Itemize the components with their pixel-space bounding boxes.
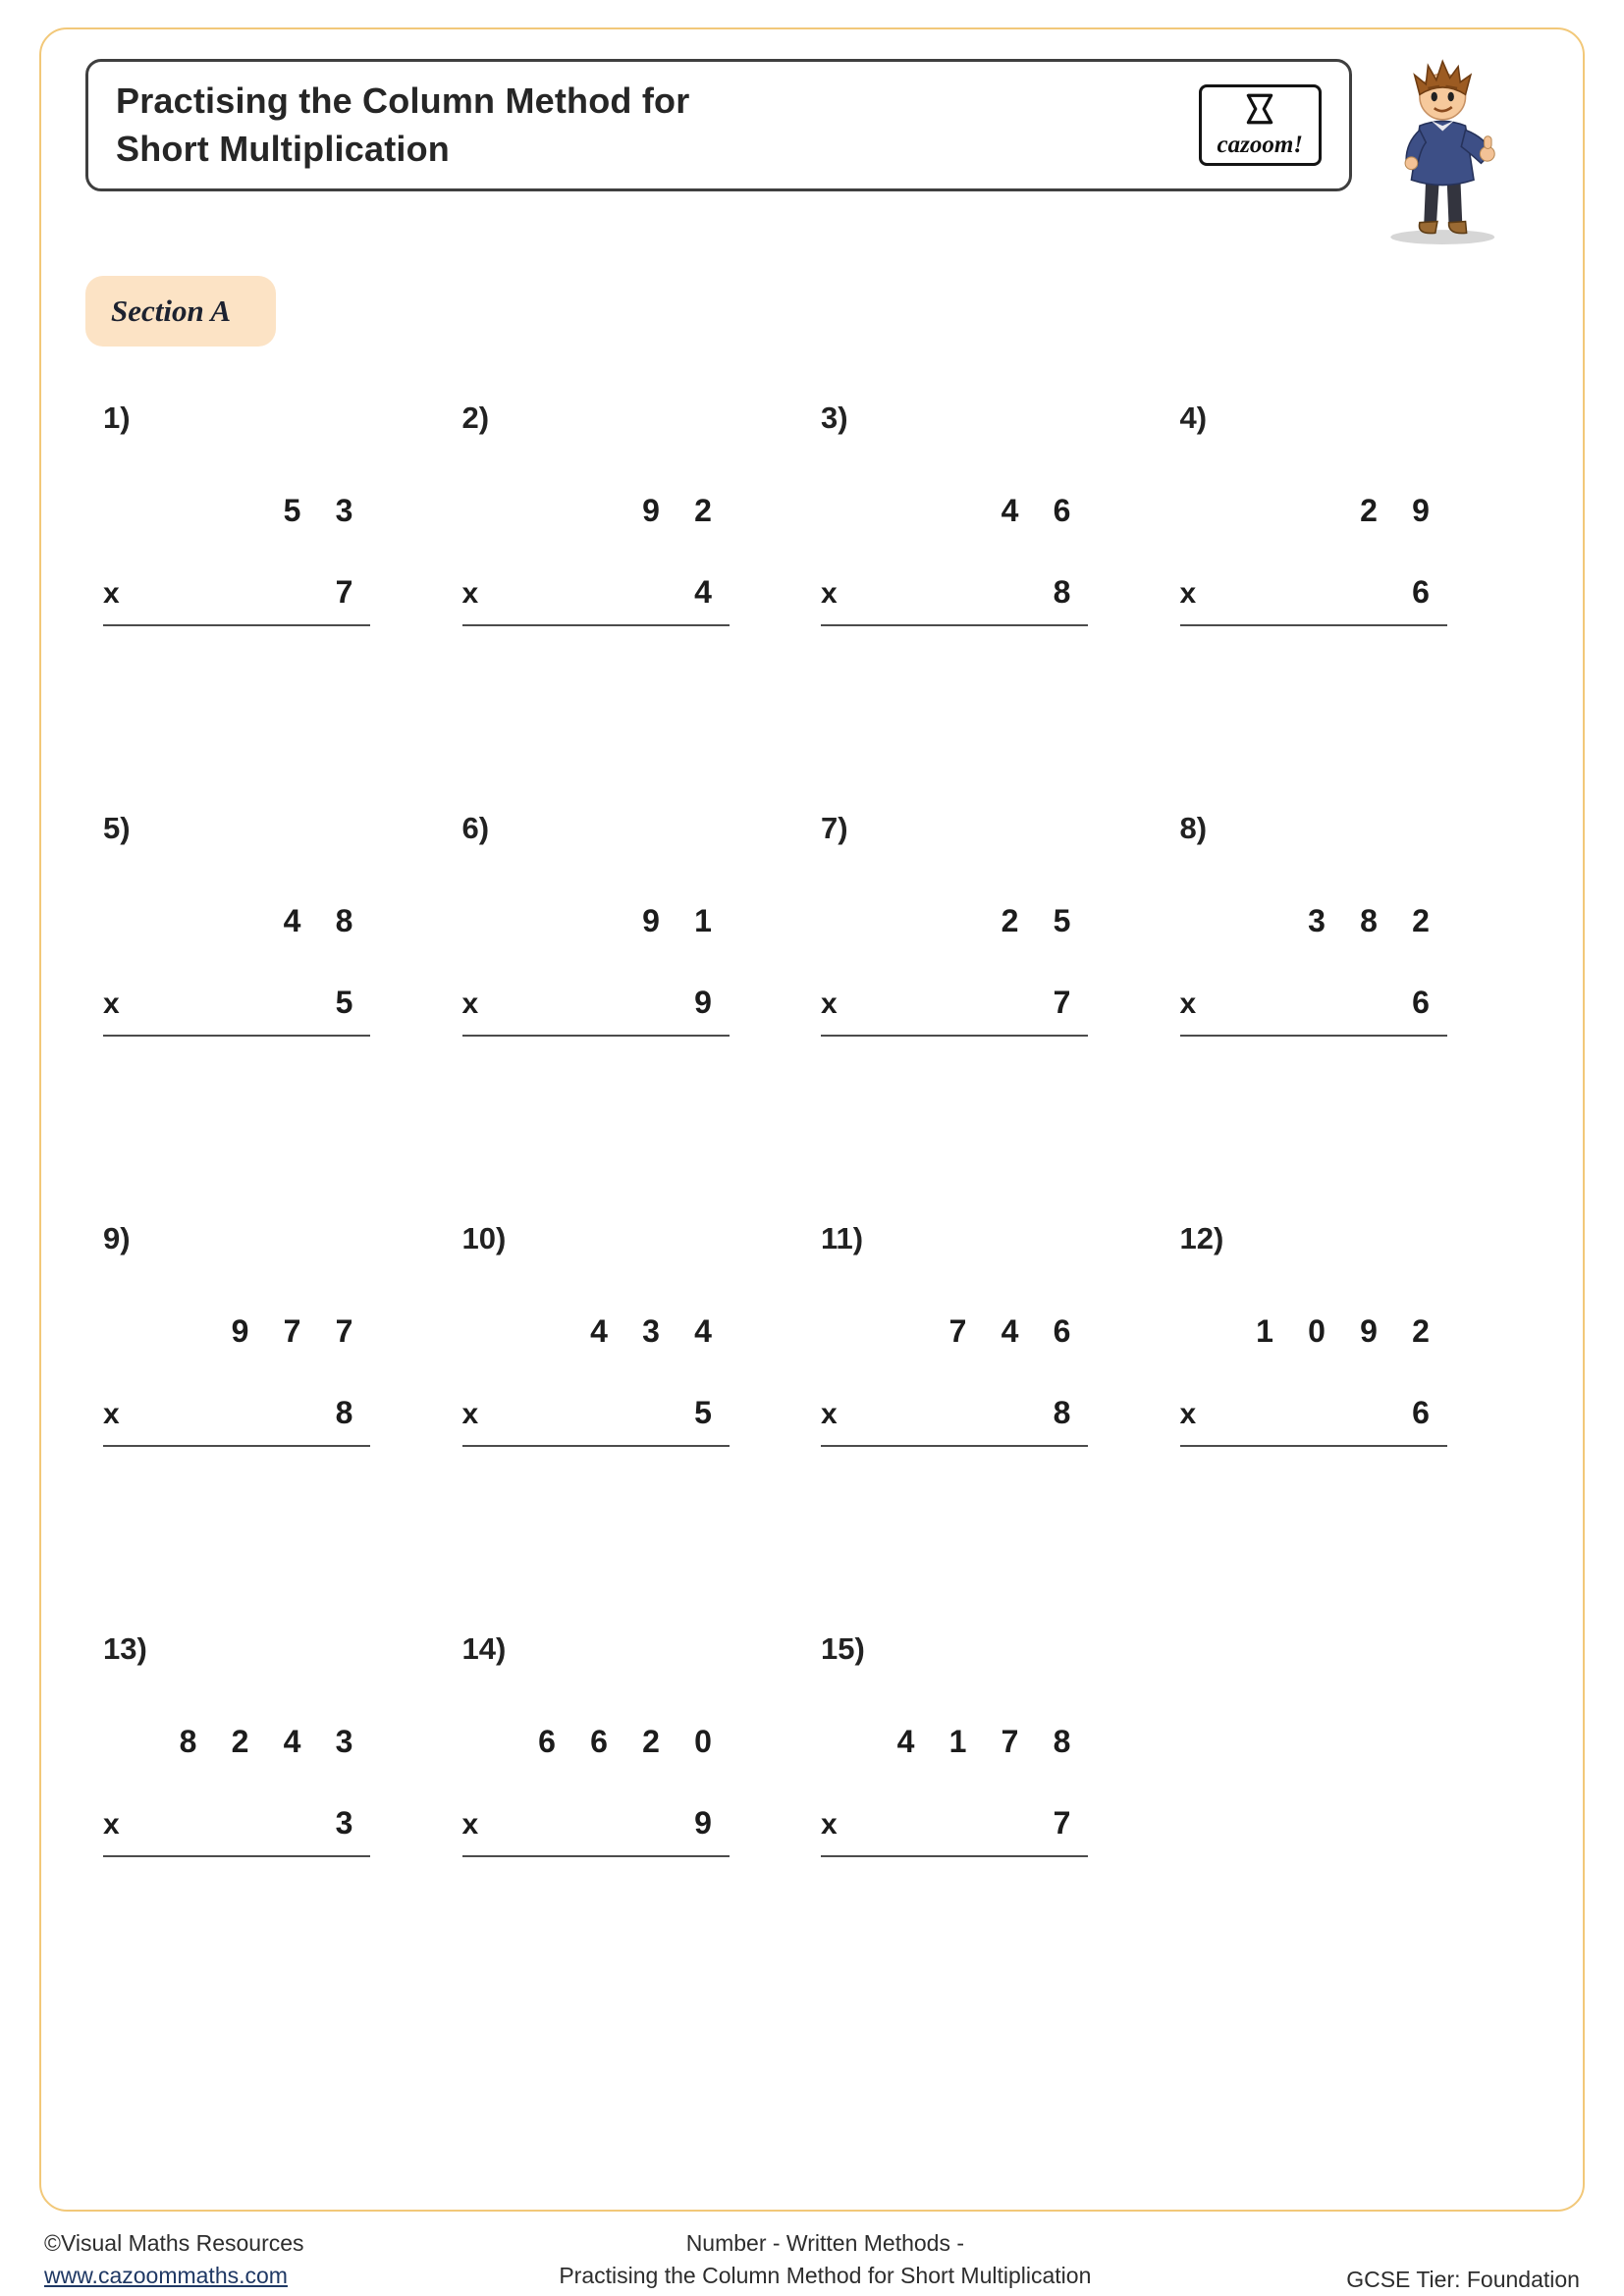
digit: 8: [335, 903, 353, 938]
digit: 8: [1053, 1395, 1071, 1430]
digit: 7: [335, 574, 353, 610]
problem: [103, 1631, 370, 2042]
digit: 2: [642, 1724, 660, 1759]
problem: [462, 1631, 730, 2042]
problem-number: 6): [461, 811, 490, 845]
multiplier-line: [1180, 1395, 1447, 1431]
multiplier-row: [677, 1805, 730, 1842]
multiplier-row: [318, 1805, 370, 1842]
multiplier-row: [1036, 1805, 1088, 1842]
answer-line: [103, 1445, 370, 1447]
problem: [821, 811, 1088, 1221]
multiplicand-row: [462, 1724, 730, 1760]
problem: [1180, 1221, 1447, 1631]
multiplier-row: [677, 1395, 730, 1431]
multiplier-line: [821, 574, 1088, 611]
digit: 2: [694, 493, 712, 528]
answer-line: [462, 1855, 730, 1857]
answer-line: [1180, 1445, 1447, 1447]
multiplicand-row: [462, 903, 730, 939]
multiplicand-row: [1180, 1313, 1447, 1350]
problem-number: 13): [103, 1631, 147, 1666]
problem: [462, 811, 730, 1221]
multiplicand-row: [103, 493, 370, 529]
problem-number: 4): [1179, 400, 1208, 435]
website-link[interactable]: www.cazoommaths.com: [44, 2263, 288, 2289]
digit: 6: [590, 1724, 608, 1759]
multiplier-row: [1395, 574, 1447, 611]
multiplier-line: [462, 574, 730, 611]
digit: 7: [335, 1313, 353, 1349]
digit: 2: [1412, 903, 1430, 938]
times-sign: x: [461, 988, 479, 1020]
times-sign: x: [103, 1808, 120, 1841]
digit: 3: [642, 1313, 660, 1349]
answer-line: [821, 1445, 1088, 1447]
digit: 3: [1308, 903, 1326, 938]
multiplier-line: [103, 1805, 370, 1842]
digit: 3: [335, 1805, 353, 1841]
multiplier-line: [462, 985, 730, 1021]
answer-line: [821, 624, 1088, 626]
problem-number: 9): [103, 1221, 131, 1255]
digit: 1: [1256, 1313, 1273, 1349]
problem: [462, 400, 730, 811]
problem-number: 15): [821, 1631, 865, 1666]
multiplicand-row: [1180, 903, 1447, 939]
digit: 4: [283, 1724, 301, 1759]
digit: 8: [1053, 574, 1071, 610]
times-sign: x: [1179, 988, 1197, 1020]
section-a-badge: [85, 276, 276, 347]
multiplier-row: [318, 1395, 370, 1431]
digit: 9: [1412, 493, 1430, 528]
digit: 6: [1412, 1395, 1430, 1430]
answer-line: [821, 1035, 1088, 1037]
multiplier-row: [1036, 574, 1088, 611]
digit: 5: [335, 985, 353, 1020]
multiplicand-row: [462, 493, 730, 529]
answer-line: [1180, 1035, 1447, 1037]
digit: 6: [1412, 574, 1430, 610]
digit: 7: [1001, 1724, 1019, 1759]
multiplier-line: [821, 1805, 1088, 1842]
problem: [103, 400, 370, 811]
multiplier-line: [103, 1395, 370, 1431]
problem: [1180, 400, 1447, 811]
digit: 1: [948, 1724, 967, 1759]
times-sign: x: [821, 1808, 838, 1841]
digit: 8: [179, 1724, 197, 1759]
digit: 9: [1360, 1313, 1378, 1349]
digit: 2: [1001, 903, 1019, 938]
digit: 4: [1001, 1313, 1019, 1349]
title-box: [85, 59, 1352, 191]
times-sign: x: [1179, 1398, 1197, 1430]
multiplier-row: [677, 574, 730, 611]
problem: [821, 400, 1088, 811]
digit: 9: [642, 903, 660, 938]
problem-number: 3): [821, 400, 848, 435]
digit: 4: [694, 574, 712, 610]
multiplier-line: [821, 1395, 1088, 1431]
multiplier-row: [677, 985, 730, 1021]
problem: [821, 1631, 1088, 2042]
times-sign: x: [821, 1398, 838, 1430]
digit: 5: [1053, 903, 1071, 938]
problem-number: 8): [1179, 811, 1208, 845]
multiplier-row: [1395, 1395, 1447, 1431]
digit: 2: [231, 1724, 249, 1759]
answer-line: [462, 624, 730, 626]
header: [85, 59, 1539, 250]
times-sign: x: [821, 577, 838, 610]
multiplicand-row: [821, 1313, 1088, 1350]
digit: 0: [1308, 1313, 1326, 1349]
digit: 6: [1053, 1313, 1071, 1349]
digit: 7: [1053, 985, 1071, 1020]
times-sign: x: [103, 988, 120, 1020]
multiplier-row: [1036, 1395, 1088, 1431]
answer-line: [103, 1855, 370, 1857]
times-sign: x: [821, 988, 838, 1020]
digit: 7: [1053, 1805, 1071, 1841]
digit: 4: [283, 903, 301, 938]
answer-line: [462, 1035, 730, 1037]
multiplier-row: [1395, 985, 1447, 1021]
digit: 0: [694, 1724, 712, 1759]
problem-number: 11): [821, 1221, 864, 1255]
problems-grid: [103, 400, 1539, 2042]
answer-line: [821, 1855, 1088, 1857]
digit: 8: [335, 1395, 353, 1430]
answer-line: [462, 1445, 730, 1447]
footer-topic-line: Number - Written Methods -: [685, 2230, 965, 2256]
digit: 5: [694, 1395, 712, 1430]
digit: 3: [335, 1724, 353, 1759]
multiplier-line: [821, 985, 1088, 1021]
answer-line: [1180, 624, 1447, 626]
problem-number: 2): [461, 400, 490, 435]
multiplier-line: [103, 985, 370, 1021]
multiplicand-row: [103, 1313, 370, 1350]
digit: 9: [694, 1805, 712, 1841]
answer-line: [103, 1035, 370, 1037]
answer-line: [103, 624, 370, 626]
digit: 9: [694, 985, 712, 1020]
cazoom-logo-text: cazoom!: [1217, 132, 1303, 159]
problem-number: 7): [821, 811, 848, 845]
section-label: Section A: [111, 294, 232, 328]
digit: 8: [1053, 1724, 1071, 1759]
multiplicand-row: [103, 903, 370, 939]
footer-left: [44, 2227, 304, 2293]
digit: 4: [1001, 493, 1019, 528]
digit: 9: [642, 493, 660, 528]
copyright-text: ©Visual Maths Resources: [44, 2230, 304, 2256]
problem: [1180, 811, 1447, 1221]
footer-center: [559, 2227, 1091, 2293]
multiplicand-row: [821, 493, 1088, 529]
multiplicand-row: [821, 1724, 1088, 1760]
multiplier-line: [1180, 985, 1447, 1021]
multiplicand-row: [462, 1313, 730, 1350]
footer-worksheet-line: Practising the Column Method for Short Multiplication: [559, 2263, 1092, 2289]
digit: 6: [1412, 985, 1430, 1020]
times-sign: x: [103, 1398, 120, 1430]
times-sign: x: [1179, 577, 1197, 610]
problem: [821, 1221, 1088, 1631]
digit: 4: [896, 1724, 915, 1759]
multiplicand-row: [1180, 493, 1447, 529]
digit: 2: [1412, 1313, 1430, 1349]
title-line-2: Short Multiplication: [116, 128, 450, 169]
digit: 5: [283, 493, 301, 528]
page-border: [39, 27, 1585, 2212]
mascot-illustration: [1374, 53, 1521, 250]
digit: 8: [1360, 903, 1378, 938]
times-sign: x: [461, 1808, 479, 1841]
times-sign: x: [461, 577, 479, 610]
digit: 7: [948, 1313, 967, 1349]
digit: 7: [283, 1313, 301, 1349]
times-sign: x: [103, 577, 120, 610]
problem: [103, 811, 370, 1221]
hourglass-icon: [1242, 93, 1277, 130]
digit: 6: [1053, 493, 1071, 528]
problem: [462, 1221, 730, 1631]
problem-number: 10): [461, 1221, 507, 1255]
problem-number: 12): [1179, 1221, 1224, 1255]
multiplier-line: [462, 1395, 730, 1431]
multiplier-line: [462, 1805, 730, 1842]
digit: 4: [694, 1313, 712, 1349]
problem-number: 14): [461, 1631, 507, 1666]
multiplier-row: [1036, 985, 1088, 1021]
times-sign: x: [461, 1398, 479, 1430]
multiplier-row: [318, 574, 370, 611]
digit: 6: [538, 1724, 556, 1759]
digit: 1: [694, 903, 712, 938]
problem: [103, 1221, 370, 1631]
multiplicand-row: [103, 1724, 370, 1760]
problem-number: 5): [103, 811, 131, 845]
multiplier-line: [1180, 574, 1447, 611]
worksheet-title: [116, 78, 689, 173]
cazoom-logo: [1199, 84, 1323, 166]
digit: 9: [231, 1313, 249, 1349]
title-line-1: Practising the Column Method for: [116, 80, 690, 121]
multiplicand-row: [821, 903, 1088, 939]
gcse-tier-label: GCSE Tier: Foundation: [1346, 2266, 1580, 2292]
problem-number: 1): [103, 400, 131, 435]
page-footer: [44, 2227, 1580, 2293]
multiplier-line: [103, 574, 370, 611]
digit: 3: [335, 493, 353, 528]
digit: 2: [1360, 493, 1378, 528]
digit: 4: [590, 1313, 608, 1349]
multiplier-row: [318, 985, 370, 1021]
